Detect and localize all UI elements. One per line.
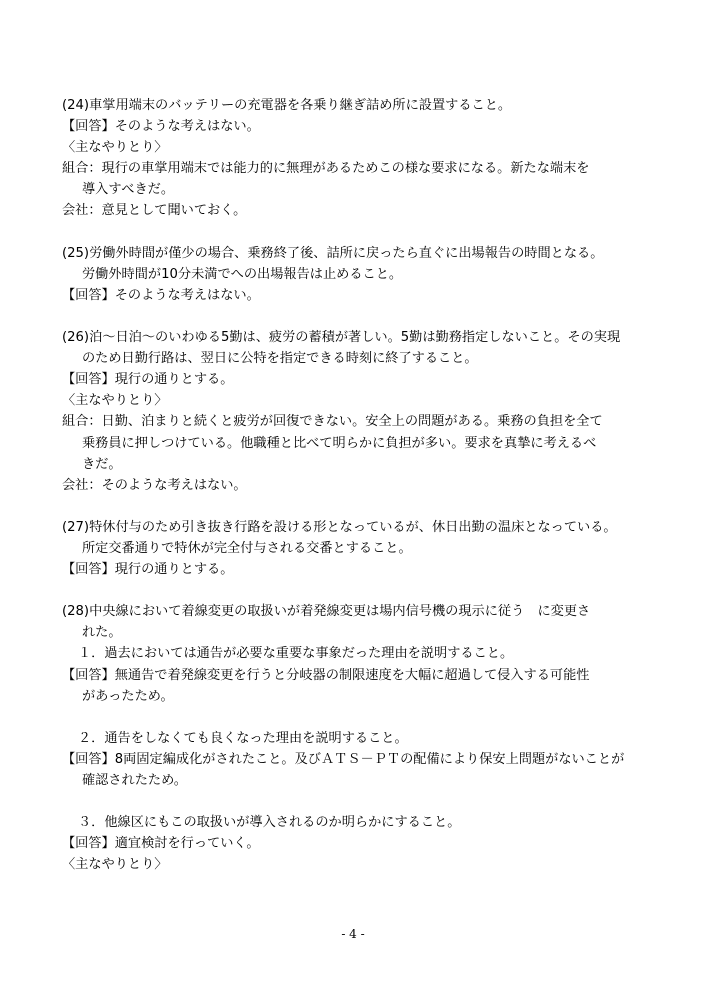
text-line: 【回答】8両固定編成化がされたこと。及びＡＴＳ－ＰＴの配備により保安上問題がないことが — [62, 751, 625, 767]
text-line: 組合：現行の車掌用端末では能力的に無理があるためこの様な要求になる。新たな端末を — [62, 161, 590, 177]
text-line: 【回答】無通告で着発線変更を行うと分岐器の制限速度を大幅に超過して侵入する可能性 — [62, 667, 590, 683]
text-line: 〈主なやりとり〉 — [62, 857, 168, 873]
text-line: (26)泊～日泊～のいわゆる5勤は、疲労の蓄積が著しい。5勤は勤務指定しないこと。その実現 — [62, 330, 621, 346]
blank-line — [62, 306, 652, 327]
text-line: 【回答】そのような考えはない。 — [62, 119, 260, 135]
text-line: きだ。 — [82, 456, 122, 472]
text-line: 労働外時間が10分未満でへの出場報告は止めること。 — [82, 266, 403, 282]
blank-line — [62, 222, 652, 243]
text-line: (28)中央線において着線変更の取扱いが着発線変更は場内信号機の現示に従う に変更さ — [62, 604, 591, 620]
text-line: 会社：そのような考えはない。 — [62, 477, 247, 493]
text-line: れた。 — [82, 625, 122, 641]
text-line: 導入すべきだ。 — [82, 182, 175, 198]
text-line: 〈主なやりとり〉 — [62, 140, 168, 156]
document-body — [62, 95, 652, 875]
text-line: 〈主なやりとり〉 — [62, 393, 168, 409]
text-line: 会社：意見として聞いておく。 — [62, 203, 247, 219]
text-line: があったため。 — [82, 688, 174, 704]
page-number: - 4 - — [341, 927, 365, 941]
blank-line — [62, 580, 652, 601]
blank-line — [62, 707, 652, 728]
text-line: 【回答】適宜検討を行っていく。 — [62, 836, 260, 852]
text-line: 組合：日勤、泊まりと続くと疲労が回復できない。安全上の問題がある。乗務の負担を全て — [62, 414, 603, 430]
blank-line — [62, 496, 652, 517]
text-line: ２．通告をしなくても良くなった理由を説明すること。 — [78, 730, 408, 746]
text-line: (24)車掌用端末のバッテリーの充電器を各乗り継ぎ詰め所に設置すること。 — [62, 98, 512, 113]
text-line: 確認されたため。 — [82, 773, 187, 788]
text-line: 【回答】現行の通りとする。 — [62, 372, 234, 388]
text-line: １．過去においては通告が必要な重要な事象だった理由を説明すること。 — [78, 646, 514, 662]
text-line: (25)労働外時間が僅少の場合、乗務終了後、詰所に戻ったら直ぐに出場報告の時間となる。 — [62, 245, 604, 261]
blank-line — [62, 791, 652, 812]
text-line: 【回答】現行の通りとする。 — [62, 562, 234, 578]
text-line: 乗務員に押しつけている。他職種と比べて明らかに負担が多い。要求を真摯に考えるべ — [82, 435, 597, 451]
text-line: のため日勤行路は、翌日に公特を指定できる時刻に終了すること。 — [82, 351, 478, 367]
text-line: 【回答】そのような考えはない。 — [62, 287, 260, 303]
text-line: 所定交番通りで特休が完全付与される交番とすること。 — [82, 540, 412, 556]
text-line: (27)特休付与のため引き抜き行路を設ける形となっているが、休日出勤の温床となっている。 — [62, 519, 617, 535]
text-line: ３．他線区にもこの取扱いが導入されるのか明らかにすること。 — [78, 815, 461, 831]
